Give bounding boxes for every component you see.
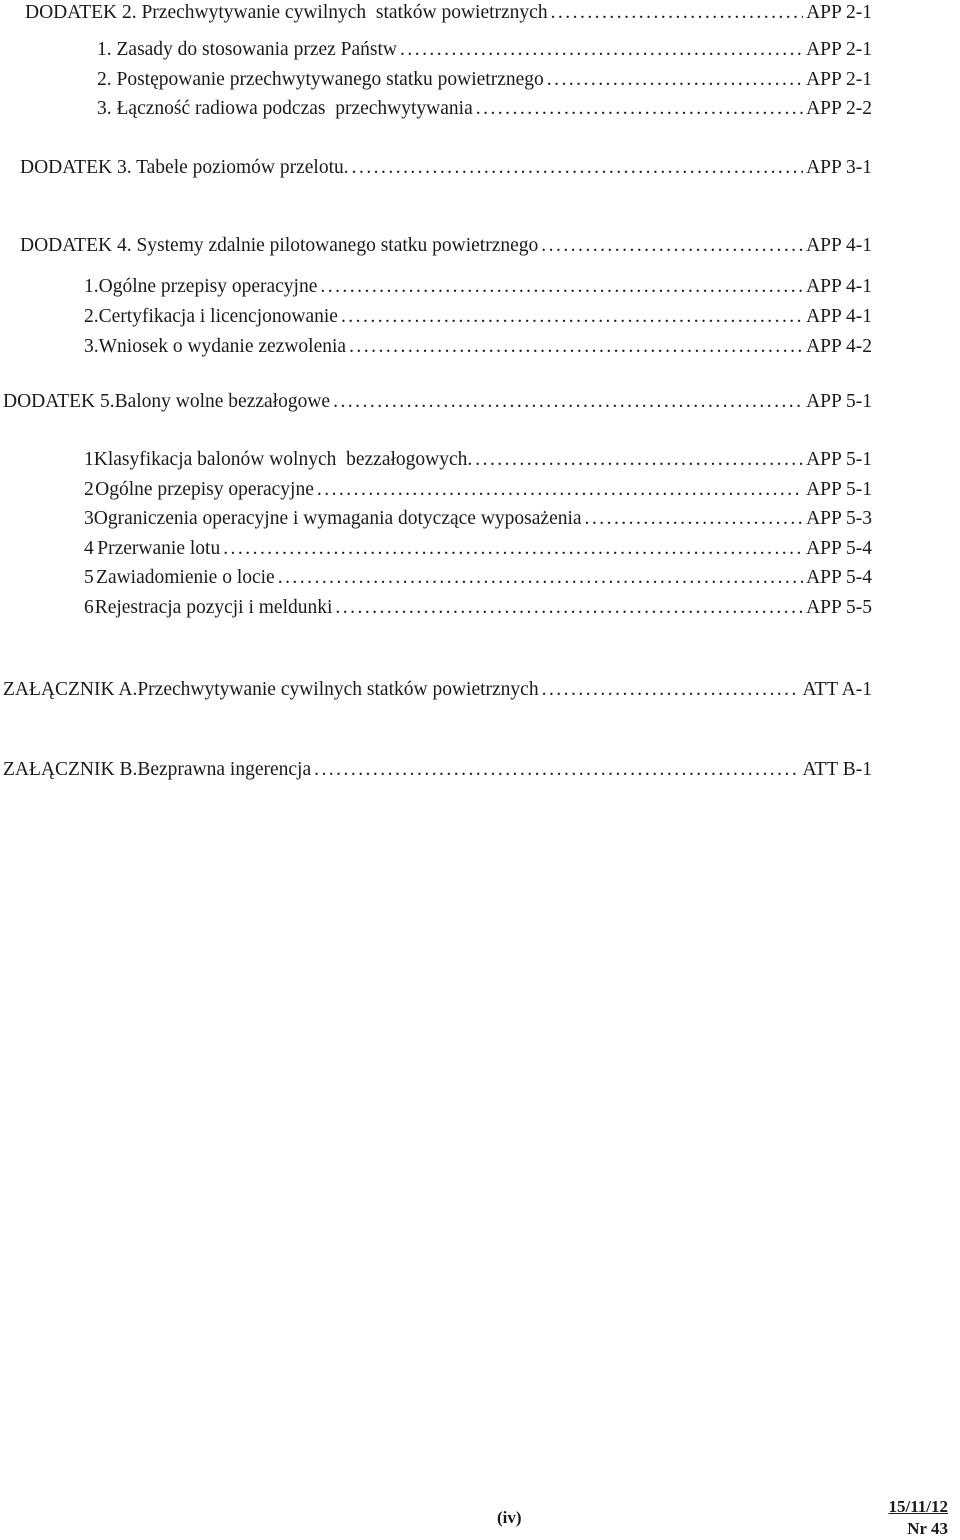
toc-entry-title: Ograniczenia operacyjne i wymagania dotyczące wyposażenia [93,508,582,529]
dot-leader [314,757,799,783]
toc-entry[interactable] [20,155,872,181]
dot-leader [349,334,803,360]
dot-leader [541,233,803,259]
toc-entry[interactable] [3,757,872,783]
toc-entry-title: Przerwanie lotu [97,538,221,559]
toc-entry-page: APP 2-1 [806,69,872,90]
toc-entry-number: ZAŁĄCZNIK B. [3,759,138,780]
toc-entry-title: 1. Zasady do stosowania przez Państw [97,39,398,60]
toc-entry-page: APP 5-5 [806,597,872,618]
toc-entry-page: APP 5-4 [806,567,872,588]
toc-entry-page: APP 2-1 [806,2,872,23]
toc-entry-page: APP 2-1 [806,39,872,60]
toc-entry-number: ZAŁĄCZNIK A. [3,679,138,700]
toc-entry-page: ATT B-1 [802,759,872,780]
toc-entry[interactable] [84,506,872,532]
toc-entry[interactable] [97,96,872,122]
toc-entry[interactable] [3,389,872,415]
toc-entry-title: Przechwytywanie cywilnych statków powietrznych [137,679,539,700]
toc-entry-title: DODATEK 2. Przechwytywanie cywilnych statków powietrznych [25,2,548,23]
toc-entry-number: 1. [84,276,99,297]
footer-issue-number: Nr 43 [907,1519,948,1538]
dot-leader [317,477,803,503]
toc-entry-title: Wniosek o wydanie zezwolenia [98,336,347,357]
toc-entry-title: 2. Postępowanie przechwytywanego statku powietrznego [97,69,544,90]
dot-leader [476,96,803,122]
dot-leader [320,274,803,300]
dot-leader [400,37,803,63]
toc-entry-page: APP 3-1 [806,157,872,178]
toc-entry-number: 5 [84,567,94,588]
toc-entry[interactable] [84,304,872,330]
toc-entry-page: APP 4-1 [806,306,872,327]
toc-entry-title: Balony wolne bezzałogowe [114,391,331,412]
toc-entry-page: APP 5-4 [806,538,872,559]
toc-entry-number: DODATEK 5. [3,391,115,412]
toc-entry-title: Bezprawna ingerencja [137,759,312,780]
toc-entry-number: 3. [84,336,99,357]
toc-entry-title: Zawiadomienie o locie [96,567,275,588]
toc-entry-number: 6 [84,597,94,618]
dot-leader [278,565,803,591]
toc-entry[interactable] [84,595,872,621]
toc-entry-page: APP 5-3 [806,508,872,529]
footer-info [888,1496,948,1540]
dot-leader [547,67,803,93]
toc-entry-title: Ogólne przepisy operacyjne [98,276,318,297]
dot-leader [475,447,803,473]
toc-entry-number: 3 [84,508,94,529]
toc-entry[interactable] [84,334,872,360]
toc-entry[interactable] [84,274,872,300]
dot-leader [335,595,803,621]
footer-date: 15/11/12 [888,1497,948,1516]
dot-leader [542,677,800,703]
toc-entry-title: Ogólne przepisy operacyjne [95,479,314,500]
toc-entry[interactable] [25,0,872,26]
toc-entry-title: Certyfikacja i licencjonowanie [98,306,338,327]
toc-entry-page: APP 5-1 [806,449,872,470]
dot-leader [585,506,804,532]
toc-entry[interactable] [97,67,872,93]
toc-entry[interactable] [20,233,872,259]
toc-entry-page: APP 5-1 [806,479,872,500]
toc-entry-title: DODATEK 3. Tabele poziomów przelotu. [20,157,349,178]
toc-entry[interactable] [97,37,872,63]
toc-entry[interactable] [3,677,872,703]
toc-entry[interactable] [84,477,872,503]
toc-entry-page: APP 2-2 [806,98,872,119]
toc-entry[interactable] [84,536,872,562]
toc-entry-page: APP 4-2 [806,336,872,357]
dot-leader [223,536,803,562]
dot-leader [551,0,804,26]
toc-entry-title: Rejestracja pozycji i meldunki [94,597,333,618]
dot-leader [352,155,803,181]
toc-entry[interactable] [84,447,872,473]
toc-entry-page: APP 5-1 [806,391,872,412]
toc-entry-page: APP 4-1 [806,276,872,297]
toc-entry-page: APP 4-1 [806,235,872,256]
dot-leader [333,389,803,415]
toc-entry-title: DODATEK 4. Systemy zdalnie pilotowanego statku powietrznego [20,235,539,256]
toc-entry-number: 1 [84,449,94,470]
toc-entry-number: 4 [84,538,94,559]
toc-entry[interactable] [84,565,872,591]
toc-entry-title: Klasyfikacja balonów wolnych bezzałogowych. [93,449,473,470]
toc-entry-number: 2 [84,479,94,500]
toc-entry-page: ATT A-1 [802,679,872,700]
toc-entry-title: 3. Łączność radiowa podczas przechwytywania [97,98,473,119]
dot-leader [341,304,803,330]
page-number: (iv) [497,1508,522,1527]
toc-entry-number: 2. [84,306,99,327]
